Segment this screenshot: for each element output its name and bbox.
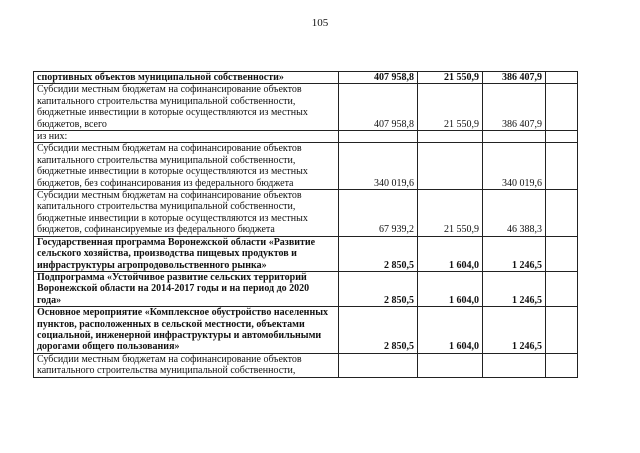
row-empty-cell [546,307,578,354]
row-value-3: 1 246,5 [483,307,546,354]
budget-table-body [34,72,578,378]
row-value-2: 21 550,9 [418,190,483,237]
row-empty-cell [546,84,578,131]
row-value-1: 407 958,8 [339,72,418,84]
row-description-text: Основное мероприятие «Комплексное обустройство населенных пунктов, расположенных в сельской местности, объектами социальной, инженерной инфраструктуры и автомобильными дорогами общего пользования» [37,307,329,353]
row-value-3: 386 407,9 [483,84,546,131]
row-value-2: 1 604,0 [418,271,483,306]
row-empty-cell [546,271,578,306]
row-value-1: 2 850,5 [339,271,418,306]
row-value-1: 2 850,5 [339,307,418,354]
row-value-1 [339,353,418,377]
row-value-2 [418,143,483,190]
row-value-2 [418,353,483,377]
row-description [34,131,339,143]
budget-table [33,71,578,378]
row-value-3: 46 388,3 [483,190,546,237]
row-value-1: 407 958,8 [339,84,418,131]
table-row [34,143,578,190]
row-empty-cell [546,190,578,237]
table-row [34,353,578,377]
row-value-3: 386 407,9 [483,72,546,84]
row-description [34,353,339,377]
table-row [34,131,578,143]
row-description [34,236,339,271]
row-description-text: спортивных объектов муниципальной собственности» [37,72,284,83]
row-empty-cell [546,143,578,190]
row-value-3: 1 246,5 [483,236,546,271]
row-value-3: 1 246,5 [483,271,546,306]
row-description-text: Субсидии местным бюджетам на софинансирование объектов капитального строительства муниципальной собственности, [37,353,302,377]
row-value-1: 2 850,5 [339,236,418,271]
table-row [34,190,578,237]
row-description [34,143,339,190]
row-description-text: Субсидии местным бюджетам на софинансирование объектов капитального строительства муниципальной собственности, бюджетные инвестиции в которые осуществляются из местных бюджетов, софинансируемые из федерального бюджета [37,190,308,236]
row-value-2: 21 550,9 [418,72,483,84]
row-value-2: 1 604,0 [418,236,483,271]
row-value-3 [483,353,546,377]
row-value-2: 21 550,9 [418,84,483,131]
row-description [34,84,339,131]
table-row [34,84,578,131]
row-empty-cell [546,353,578,377]
row-value-3 [483,131,546,143]
row-value-1: 67 939,2 [339,190,418,237]
row-description-text: Государственная программа Воронежской области «Развитие сельского хозяйства, производства пищевых продуктов и инфраструктуры агропродовольственного рынка» [37,236,316,271]
row-empty-cell [546,72,578,84]
row-value-2: 1 604,0 [418,307,483,354]
table-row [34,271,578,306]
row-value-3: 340 019,6 [483,143,546,190]
row-description-text: Субсидии местным бюджетам на софинансирование объектов капитального строительства муниципальной собственности, бюджетные инвестиции в которые осуществляются из местных бюджетов, без софинансирования из федерального бюджета [37,143,308,189]
row-value-1 [339,131,418,143]
row-description [34,271,339,306]
row-description-text: Подпрограмма «Устойчивое развитие сельских территорий Воронежской области на 2014-2017 годы и на период до 2020 года» [37,271,310,306]
page-number: 105 [311,17,329,29]
row-description [34,190,339,237]
table-row [34,72,578,84]
row-value-2 [418,131,483,143]
row-description [34,307,339,354]
row-empty-cell [546,236,578,271]
row-description [34,72,339,84]
row-description-text: Субсидии местным бюджетам на софинансирование объектов капитального строительства муниципальной собственности, бюджетные инвестиции в которые осуществляются из местных бюджетов, всего [37,84,308,130]
table-row [34,307,578,354]
row-empty-cell [546,131,578,143]
row-value-1: 340 019,6 [339,143,418,190]
row-description-text: из них: [37,131,68,143]
table-row [34,236,578,271]
